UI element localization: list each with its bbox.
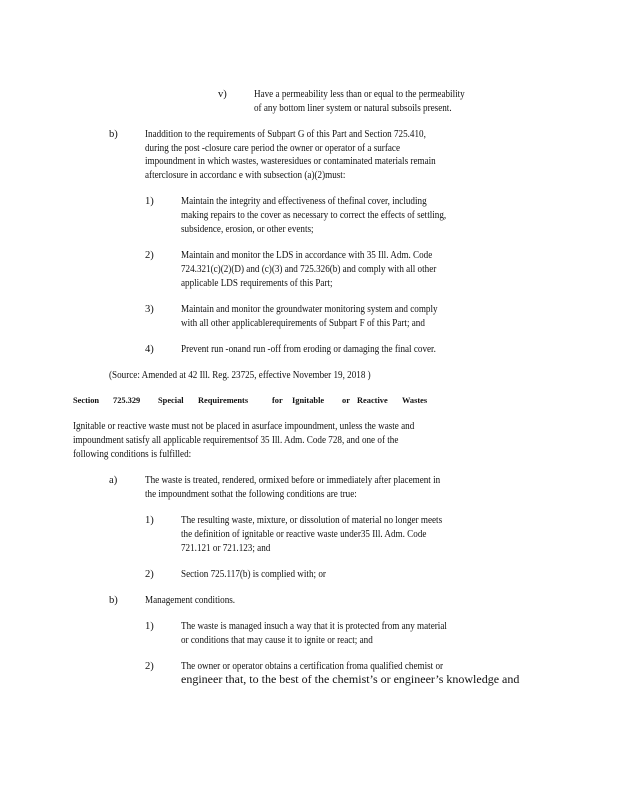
- text-line: The waste is managed insuch a way that it is protected from any material: [181, 621, 447, 632]
- list-marker: 4): [145, 344, 154, 355]
- list-marker: 2): [145, 250, 154, 261]
- text-line: Management conditions.: [145, 595, 236, 606]
- section-title-word: Requirements: [198, 396, 249, 405]
- text-line: The resulting waste, mixture, or dissolution of material no longer meets: [181, 515, 443, 526]
- text-line: The owner or operator obtains a certification froma qualified chemist or: [181, 661, 444, 672]
- text-line: the definition of ignitable or reactive waste under35 Ill. Adm. Code: [181, 529, 427, 540]
- text-line: or conditions that may cause it to ignite or react; and: [181, 635, 373, 646]
- text-line: engineer that, to the best of the chemist’s or engineer’s knowledge and: [181, 672, 520, 686]
- text-line: applicable LDS requirements of this Part;: [181, 278, 333, 289]
- source-note: (Source: Amended at 42 Ill. Reg. 23725, effective November 19, 2018 ): [109, 370, 371, 381]
- text-line: Prevent run -onand run -off from eroding or damaging the final cover.: [181, 344, 436, 355]
- text-line: impoundment in which wastes, wasteresidues or contaminated materials remain: [145, 156, 436, 167]
- list-marker: b): [109, 595, 118, 606]
- text-line: the impoundment sothat the following conditions are true:: [145, 489, 357, 500]
- section-title-word: Ignitable: [292, 396, 325, 405]
- text-line: Maintain the integrity and effectiveness of thefinal cover, including: [181, 196, 427, 207]
- section-label: Section: [73, 396, 100, 405]
- list-marker: 2): [145, 661, 154, 672]
- list-marker: 1): [145, 515, 154, 526]
- section-title-word: Special: [158, 396, 184, 405]
- list-marker: v): [218, 89, 227, 100]
- list-marker: b): [109, 129, 118, 140]
- section-title-word: or: [342, 396, 350, 405]
- text-line: Ignitable or reactive waste must not be placed in asurface impoundment, unless the waste and: [73, 421, 415, 432]
- list-marker: 1): [145, 621, 154, 632]
- section-title-word: for: [272, 396, 283, 405]
- list-marker: 1): [145, 196, 154, 207]
- section-title-word: Reactive: [357, 396, 388, 405]
- text-line: The waste is treated, rendered, ormixed before or immediately after placement in: [145, 475, 441, 486]
- text-line: making repairs to the cover as necessary to correct the effects of settling,: [181, 210, 447, 221]
- text-line: Inaddition to the requirements of Subpart G of this Part and Section 725.410,: [145, 129, 426, 140]
- text-line: Section 725.117(b) is complied with; or: [181, 569, 326, 580]
- text-line: Maintain and monitor the groundwater monitoring system and comply: [181, 304, 438, 315]
- text-line: afterclosure in accordanc e with subsection (a)(2)must:: [145, 170, 346, 181]
- text-line: 724.321(c)(2)(D) and (c)(3) and 725.326(b) and comply with all other: [181, 264, 437, 275]
- text-line: impoundment satisfy all applicable requirementsof 35 Ill. Adm. Code 728, and one of the: [73, 435, 399, 446]
- text-line: Have a permeability less than or equal to the permeability: [254, 89, 465, 100]
- text-line: 721.121 or 721.123; and: [181, 543, 271, 554]
- text-line: during the post -closure care period the owner or operator of a surface: [145, 143, 401, 154]
- text-line: Maintain and monitor the LDS in accordance with 35 Ill. Adm. Code: [181, 250, 433, 261]
- list-marker: 2): [145, 569, 154, 580]
- list-marker: a): [109, 475, 118, 486]
- section-title-word: Wastes: [402, 396, 428, 405]
- text-line: of any bottom liner system or natural subsoils present.: [254, 103, 452, 114]
- text-line: with all other applicablerequirements of Subpart F of this Part; and: [181, 318, 425, 329]
- text-line: following conditions is fulfilled:: [73, 449, 192, 460]
- section-number: 725.329: [113, 396, 141, 405]
- list-marker: 3): [145, 304, 154, 315]
- text-line: subsidence, erosion, or other events;: [181, 224, 314, 235]
